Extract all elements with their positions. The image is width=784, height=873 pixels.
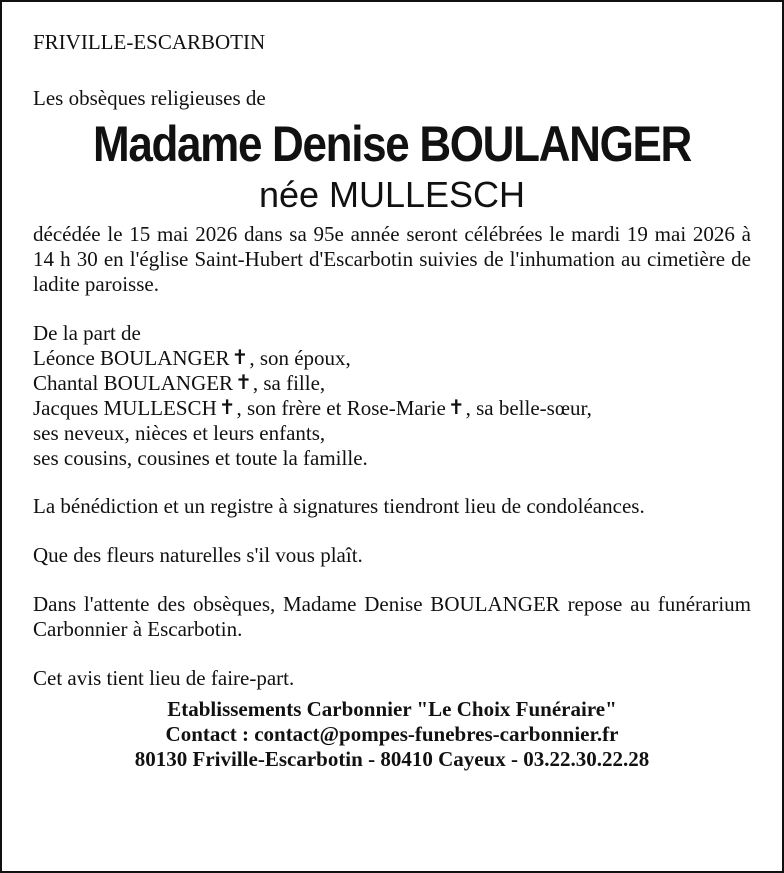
family-member-name: Chantal BOULANGER <box>33 371 234 395</box>
funeral-announcement: décédée le 15 mai 2026 dans sa 95e année seront célébrées le mardi 19 mai 2026 à 14 h 30 en l'église Saint-Hubert d'Escarbotin suivies de l'inhumation au cimetière de ladite paroisse. <box>33 222 751 296</box>
closing-text: Cet avis tient lieu de faire-part. <box>33 666 295 690</box>
condolences-text: La bénédiction et un registre à signatures tiendront lieu de condoléances. <box>33 494 645 518</box>
cross-icon: ✝ <box>235 370 252 394</box>
cross-icon: ✝ <box>231 345 249 369</box>
address-line: 80130 Friville-Escarbotin - 80410 Cayeux - 03.22.30.22.28 <box>134 747 650 771</box>
contact-line: Contact : contact@pompes-funebres-carbonnier.fr <box>165 722 619 746</box>
town-heading: FRIVILLE-ESCARBOTIN <box>33 30 266 54</box>
family-line: ses neveux, nièces et leurs enfants, <box>33 421 326 445</box>
family-line: ses cousins, cousines et toute la famille. <box>33 446 368 470</box>
family-relation: , sa belle-sœur, <box>465 396 592 420</box>
family-intro: De la part de <box>33 321 141 345</box>
maiden-name: née MULLESCH <box>258 174 526 215</box>
company-name: Etablissements Carbonnier "Le Choix Funéraire" <box>167 697 617 721</box>
family-relation: , sa fille, <box>252 371 326 395</box>
cross-icon: ✝ <box>218 395 236 419</box>
funeral-home-footer <box>33 697 751 772</box>
family-line <box>33 371 751 396</box>
cross-icon: ✝ <box>447 395 465 419</box>
family-relation: , son frère et Rose-Marie <box>236 396 446 420</box>
family-list <box>33 321 751 471</box>
repose-text: Dans l'attente des obsèques, Madame Denise BOULANGER repose au funérarium Carbonnier à Escarbotin. <box>33 592 751 641</box>
intro-text: Les obsèques religieuses de <box>33 86 266 110</box>
family-relation: , son époux, <box>249 346 351 370</box>
flowers-text: Que des fleurs naturelles s'il vous plaît. <box>33 543 363 567</box>
family-line <box>33 396 751 421</box>
family-member-name: Léonce BOULANGER <box>33 346 230 370</box>
family-line <box>33 346 751 371</box>
family-member-name: Jacques MULLESCH <box>33 396 217 420</box>
deceased-name: Madame Denise BOULANGER <box>92 116 691 172</box>
